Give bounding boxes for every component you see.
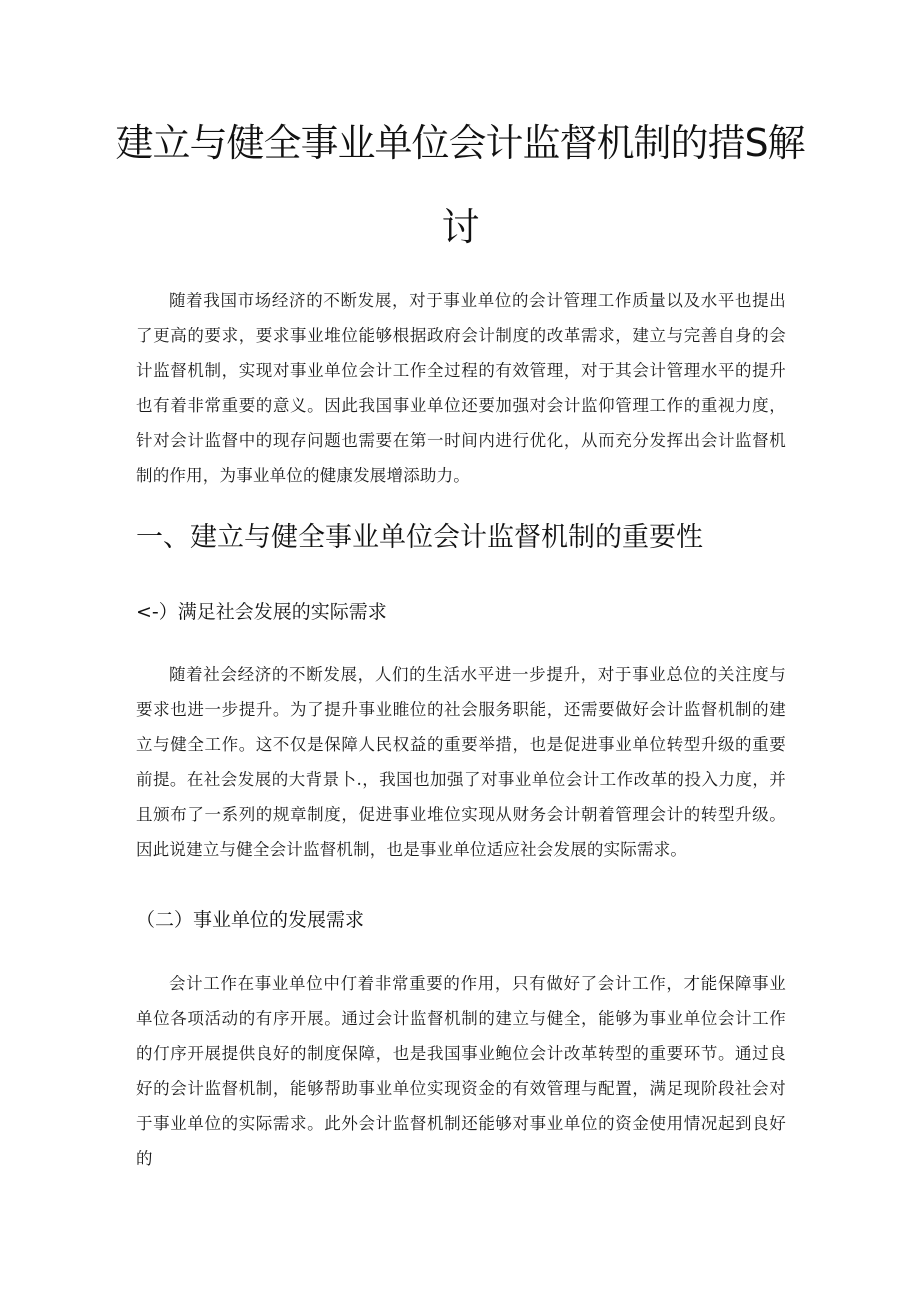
subsection-2-paragraph: 会计工作在事业单位中仃着非常重要的作用，只有做好了会计工作，才能保障事业单位各项活动的有序开展。通过会计监督机制的建立与健全，能够为事业单位会计工作的仃序开展提供良好的制度保障，也是我国事业鲍位会计改革转型的重要环节。通过良好的会计监督机制，能够帮助事业单位实现资金的有效管理与配置，满足现阶段社会对于事业单位的实际需求。此外会计监督机制还能够对事业单位的资金使用情况起到良好的 (136, 974, 786, 1168)
subsection-1-heading: <-）满足社会发展的实际需求 (136, 601, 387, 623)
subsection-1-paragraph: 随着社会经济的不断发展，人们的生活水平进一步提升，对于事业总位的关注度与要求也进一步提升。为了提升事业睢位的社会服务职能，还需要做好会计监督机制的建立与健全工作。这不仅是保障人民权益的重要举措，也是促进事业单位转型升级的重要前提。在社会发展的大背景卜.，我国也加强了对事业单位会计工作改革的投入力度，并且颁布了一系列的规章制度，促进事业堆位实现从财务会计朝着管理会计的转型升级。因此说建立与健全会计监督机制，也是事业单位适应社会发展的实际需求。 (136, 665, 786, 859)
intro-paragraph: 随着我国市场经济的不断发展，对于事业单位的会计管理工作质量以及水平也提出了更高的要求，要求事业堆位能够根据政府会计制度的改革需求，建立与完善自身的会计监督机制，实现对事业单位会计工作全过程的有效管理，对于其会计管理水平的提升也有着非常重要的意义。因此我国事业单位还要加强对会计监仰管理工作的重视力度，针对会计监督中的现存问题也需要在第一时间内进行优化，从而充分发挥出会计监督机制的作用，为事业单位的健康发展增添助力。 (136, 291, 786, 485)
document-title-line-1: 建立与健全事业单位会计监督机制的措S解 (115, 121, 805, 165)
document-title-line-2: 讨 (441, 205, 479, 249)
subsection-2-heading: （二）事业单位的发展需求 (136, 909, 365, 931)
section-1-heading: 一、建立与健全事业单位会计监督机制的重要性 (136, 522, 703, 553)
